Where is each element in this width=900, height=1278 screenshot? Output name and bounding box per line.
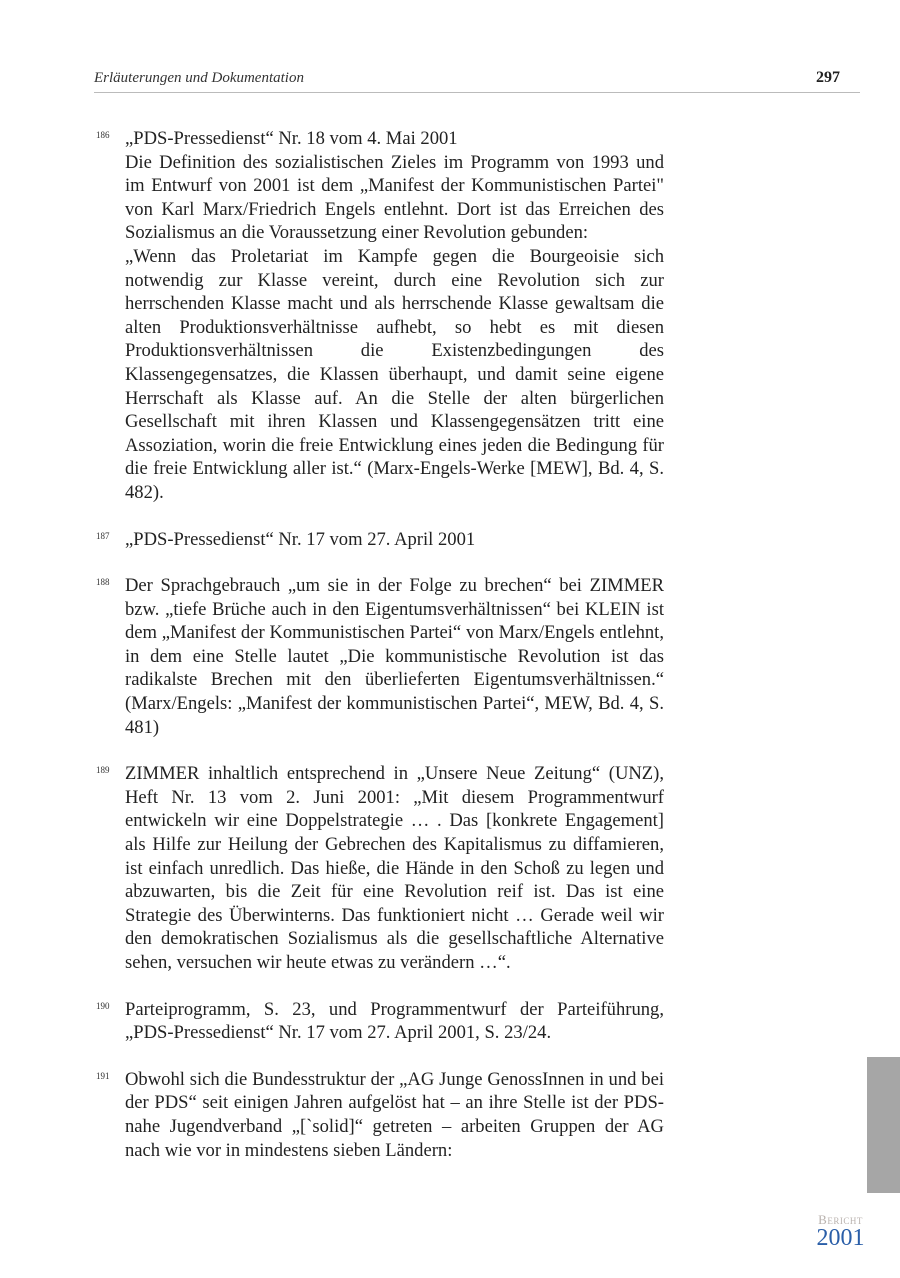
page-number: 297 — [816, 69, 840, 86]
footnote-191 — [94, 1068, 664, 1162]
footnote-text: Die Definition des sozialistischen Zieles im Programm von 1993 und im Entwurf von 2001 ist dem „Manifest der Kommunistischen Partei" von Karl Marx/Friedrich Engels entlehnt. Dort ist das Erreichen des Sozialismus an die Voraussetzung einer Revolution gebunden: — [125, 151, 664, 244]
logo-top-text: Bericht — [818, 1212, 863, 1227]
footnote-187 — [94, 528, 664, 552]
footnote-quote: „Wenn das Proletariat im Kampfe gegen die Bourgeoisie sich notwendig zur Klasse vereint, durch eine Revolution sich zur herrschenden Klasse macht und als herrschende Klasse gewaltsam die alten Produktionsverhältnisse aufhebt, so hebt es mit diesen Produktionsverhältnissen die Existenzbedingungen des Klassengegensatzes, die Klassen überhaupt, und damit seine eigene Herrschaft als Klasse auf. An die Stelle der alten bürgerlichen Gesellschaft mit ihren Klassen und Klassengegensätzen tritt eine Assoziation, worin die freie Entwicklung eines jeden die Bedingung für die freie Entwicklung aller ist.“ (Marx-Engels-Werke [MEW], Bd. 4, S. 482). — [125, 245, 664, 503]
footnote-number: 191 — [96, 1070, 110, 1081]
footnote-186 — [94, 127, 664, 505]
footnote-number: 187 — [96, 530, 110, 541]
side-thumb-tab — [867, 1057, 900, 1193]
footnote-text: Parteiprogramm, S. 23, und Programmentwurf der Parteiführung, „PDS-Pressedienst“ Nr. 17 vom 27. April 2001, S. 23/24. — [125, 998, 664, 1044]
footnote-188 — [94, 574, 664, 739]
footnote-text: ZIMMER inhaltlich entsprechend in „Unsere Neue Zeitung“ (UNZ), Heft Nr. 13 vom 2. Juni 2001: „Mit diesem Programmentwurf entwickeln wir eine Doppelstrategie … . Das [konkrete Engagement] als Hilfe zur Heilung der Gebrechen des Kapitalismus zu diffamieren, ist einfach unredlich. Das hieße, die Hände in den Schoß zu legen und abzuwarten, bis die Zeit für eine Revolution reif ist. Das ist eine Strategie des Überwinterns. Das funktioniert nicht … Gerade weil wir den demokratischen Sozialismus als die gesellschaftliche Alternative sehen, versuchen wir heute etwas zu verändern …“. — [125, 763, 664, 973]
logo-year: 2001 — [816, 1225, 865, 1251]
footnote-189 — [94, 762, 664, 974]
footnote-text: Der Sprachgebrauch „um sie in der Folge zu brechen“ bei ZIMMER bzw. „tiefe Brüche auch in den Eigentumsverhältnissen“ bei KLEIN ist dem „Manifest der Kommunistischen Partei“ von Marx/Engels entlehnt, in dem eine Stelle lautet „Die kommunistische Revolution ist das radikalste Brechen mit den überlieferten Eigentumsverhältnissen.“ (Marx/Engels: „Manifest der kommunistischen Partei“, MEW, Bd. 4, S. 481) — [125, 575, 664, 738]
header-title: Erläuterungen und Dokumentation — [94, 70, 304, 86]
footnote-number: 190 — [96, 1000, 110, 1011]
footnote-number: 189 — [96, 765, 110, 776]
running-header — [94, 68, 860, 93]
footnote-number: 188 — [96, 577, 110, 588]
footnote-text: „PDS-Pressedienst“ Nr. 17 vom 27. April 2001 — [125, 528, 476, 550]
footnotes — [94, 127, 664, 1185]
footnote-text: „PDS-Pressedienst“ Nr. 18 vom 4. Mai 2001 — [125, 128, 458, 149]
footnote-number: 186 — [96, 130, 110, 140]
footnote-190 — [94, 998, 664, 1045]
bericht-2001-logo — [803, 1212, 878, 1249]
footnote-text: Obwohl sich die Bundesstruktur der „AG Junge GenossInnen in und bei der PDS“ seit einigen Jahren aufgelöst hat – an ihre Stelle ist der PDS-nahe Jugendverband „[`solid]“ getreten – arbeiten Gruppen der AG nach wie vor in mindestens sieben Ländern: — [125, 1068, 664, 1161]
